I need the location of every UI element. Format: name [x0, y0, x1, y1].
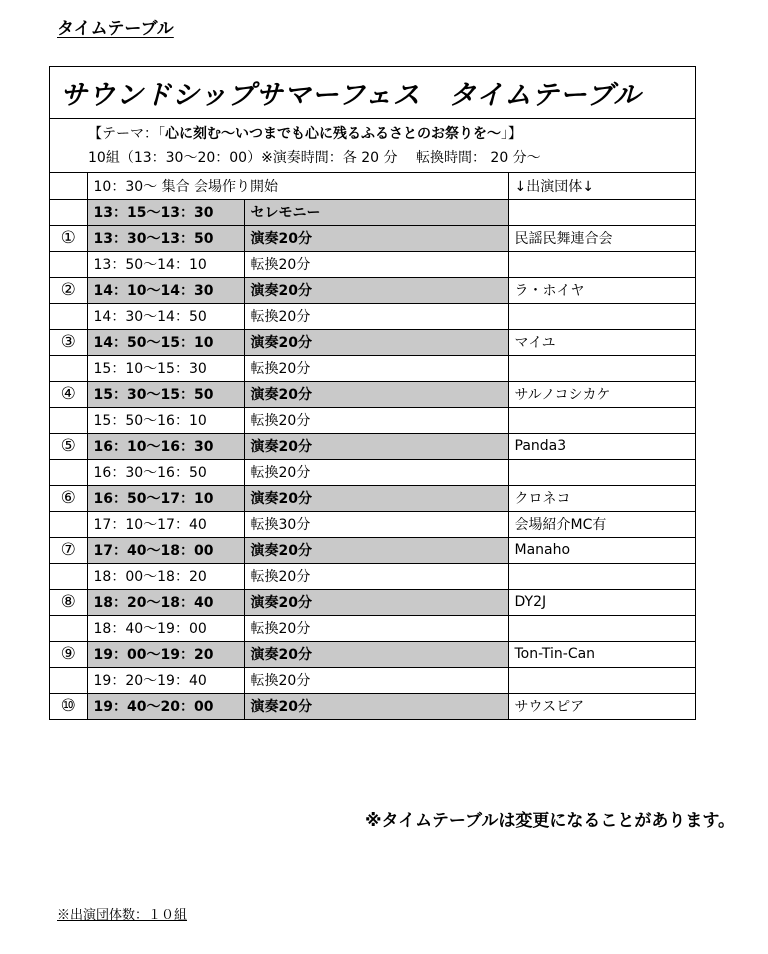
theme-suffix: 」】: [501, 126, 522, 142]
assembly-text: 10：30～ 集合 会場作り開始: [87, 173, 508, 199]
time-slot: 19：20～19：40: [87, 667, 244, 693]
time-slot: 14：10～14：30: [87, 277, 244, 303]
time-slot: 14：30～14：50: [87, 303, 244, 329]
time-slot: 15：30～15：50: [87, 381, 244, 407]
table-row: [50, 615, 695, 641]
theme-text: 心に刻む～いつまでも心に残るふるさとのお祭りを～: [165, 126, 501, 142]
activity: 演奏20分: [244, 277, 508, 303]
activity: 転換20分: [244, 563, 508, 589]
timetable-sheet: [49, 66, 696, 720]
slot-number: [50, 199, 87, 225]
activity: 演奏20分: [244, 589, 508, 615]
group-name: [508, 563, 695, 589]
table-row: [50, 433, 695, 459]
group-name: [508, 251, 695, 277]
activity: 転換20分: [244, 251, 508, 277]
slot-number: [50, 355, 87, 381]
time-slot: 13：30～13：50: [87, 225, 244, 251]
time-slot: 18：20～18：40: [87, 589, 244, 615]
group-name: サウスピア: [508, 693, 695, 719]
event-title-banner: サウンドシップサマーフェス タイムテーブル: [50, 67, 695, 119]
time-slot: 18：40～19：00: [87, 615, 244, 641]
theme-prefix: 【テーマ：「: [88, 126, 165, 142]
table-row: [50, 589, 695, 615]
time-slot: 17：40～18：00: [87, 537, 244, 563]
slot-number: [50, 667, 87, 693]
activity: 演奏20分: [244, 485, 508, 511]
group-header: ↓出演団体↓: [508, 173, 695, 199]
group-count: ※出演団体数：１０組: [57, 908, 188, 923]
group-name: マイユ: [508, 329, 695, 355]
slot-number: [50, 173, 87, 199]
group-name: [508, 303, 695, 329]
change-notice: ※タイムテーブルは変更になることがあります。: [365, 811, 735, 831]
slot-number: ⑦: [50, 537, 87, 563]
group-name: DY2J: [508, 589, 695, 615]
slot-number: ③: [50, 329, 87, 355]
group-name: Ton-Tin-Can: [508, 641, 695, 667]
activity: 演奏20分: [244, 225, 508, 251]
slot-number: [50, 407, 87, 433]
group-name: クロネコ: [508, 485, 695, 511]
slot-number: [50, 459, 87, 485]
activity: 転換20分: [244, 615, 508, 641]
time-slot: 19：00～19：20: [87, 641, 244, 667]
slot-number: ⑥: [50, 485, 87, 511]
activity: 転換20分: [244, 303, 508, 329]
table-row: [50, 277, 695, 303]
table-row: [50, 641, 695, 667]
time-slot: 19：40～20：00: [87, 693, 244, 719]
theme-block: [50, 119, 695, 173]
group-name: Manaho: [508, 537, 695, 563]
table-row: [50, 693, 695, 719]
table-row: [50, 381, 695, 407]
time-slot: 15：10～15：30: [87, 355, 244, 381]
group-name: [508, 459, 695, 485]
activity: 転換30分: [244, 511, 508, 537]
time-slot: 13：50～14：10: [87, 251, 244, 277]
group-name: [508, 199, 695, 225]
group-name: 民謡民舞連合会: [508, 225, 695, 251]
group-name: [508, 407, 695, 433]
time-slot: 16：50～17：10: [87, 485, 244, 511]
slot-number: ⑩: [50, 693, 87, 719]
time-slot: 18：00～18：20: [87, 563, 244, 589]
activity: 演奏20分: [244, 537, 508, 563]
table-row: [50, 355, 695, 381]
activity: セレモニー: [244, 199, 508, 225]
table-row: [50, 537, 695, 563]
table-row: [50, 251, 695, 277]
group-name: [508, 615, 695, 641]
time-slot: 16：10～16：30: [87, 433, 244, 459]
activity: 転換20分: [244, 407, 508, 433]
schedule-summary: 10組（13：30～20：00）※演奏時間：各 20 分 転換時間： 20 分～: [88, 150, 541, 166]
slot-number: [50, 303, 87, 329]
time-slot: 17：10～17：40: [87, 511, 244, 537]
time-slot: 13：15～13：30: [87, 199, 244, 225]
slot-number: [50, 615, 87, 641]
theme-line: [88, 122, 695, 146]
group-name: サルノコシカケ: [508, 381, 695, 407]
time-slot: 16：30～16：50: [87, 459, 244, 485]
group-name: [508, 355, 695, 381]
timetable: [50, 173, 695, 719]
slot-number: ⑨: [50, 641, 87, 667]
table-row: [50, 329, 695, 355]
table-row: [50, 303, 695, 329]
activity: 転換20分: [244, 667, 508, 693]
activity: 演奏20分: [244, 641, 508, 667]
table-row: [50, 511, 695, 537]
table-row: [50, 563, 695, 589]
table-row: [50, 667, 695, 693]
table-row: [50, 459, 695, 485]
activity: 転換20分: [244, 355, 508, 381]
activity: 演奏20分: [244, 329, 508, 355]
slot-number: ④: [50, 381, 87, 407]
slot-number: [50, 511, 87, 537]
activity: 演奏20分: [244, 693, 508, 719]
group-name: 会場紹介MC有: [508, 511, 695, 537]
group-name: Panda3: [508, 433, 695, 459]
time-slot: 14：50～15：10: [87, 329, 244, 355]
activity: 演奏20分: [244, 381, 508, 407]
table-row: [50, 199, 695, 225]
activity: 転換20分: [244, 459, 508, 485]
slot-number: ⑧: [50, 589, 87, 615]
slot-number: ①: [50, 225, 87, 251]
activity: 演奏20分: [244, 433, 508, 459]
table-row: [50, 485, 695, 511]
table-row: [50, 407, 695, 433]
slot-number: ②: [50, 277, 87, 303]
page-heading: タイムテーブル: [57, 19, 174, 39]
table-row: [50, 225, 695, 251]
table-row: [50, 173, 695, 199]
slot-number: ⑤: [50, 433, 87, 459]
slot-number: [50, 563, 87, 589]
group-name: ラ・ホイヤ: [508, 277, 695, 303]
slot-number: [50, 251, 87, 277]
group-name: [508, 667, 695, 693]
time-slot: 15：50～16：10: [87, 407, 244, 433]
